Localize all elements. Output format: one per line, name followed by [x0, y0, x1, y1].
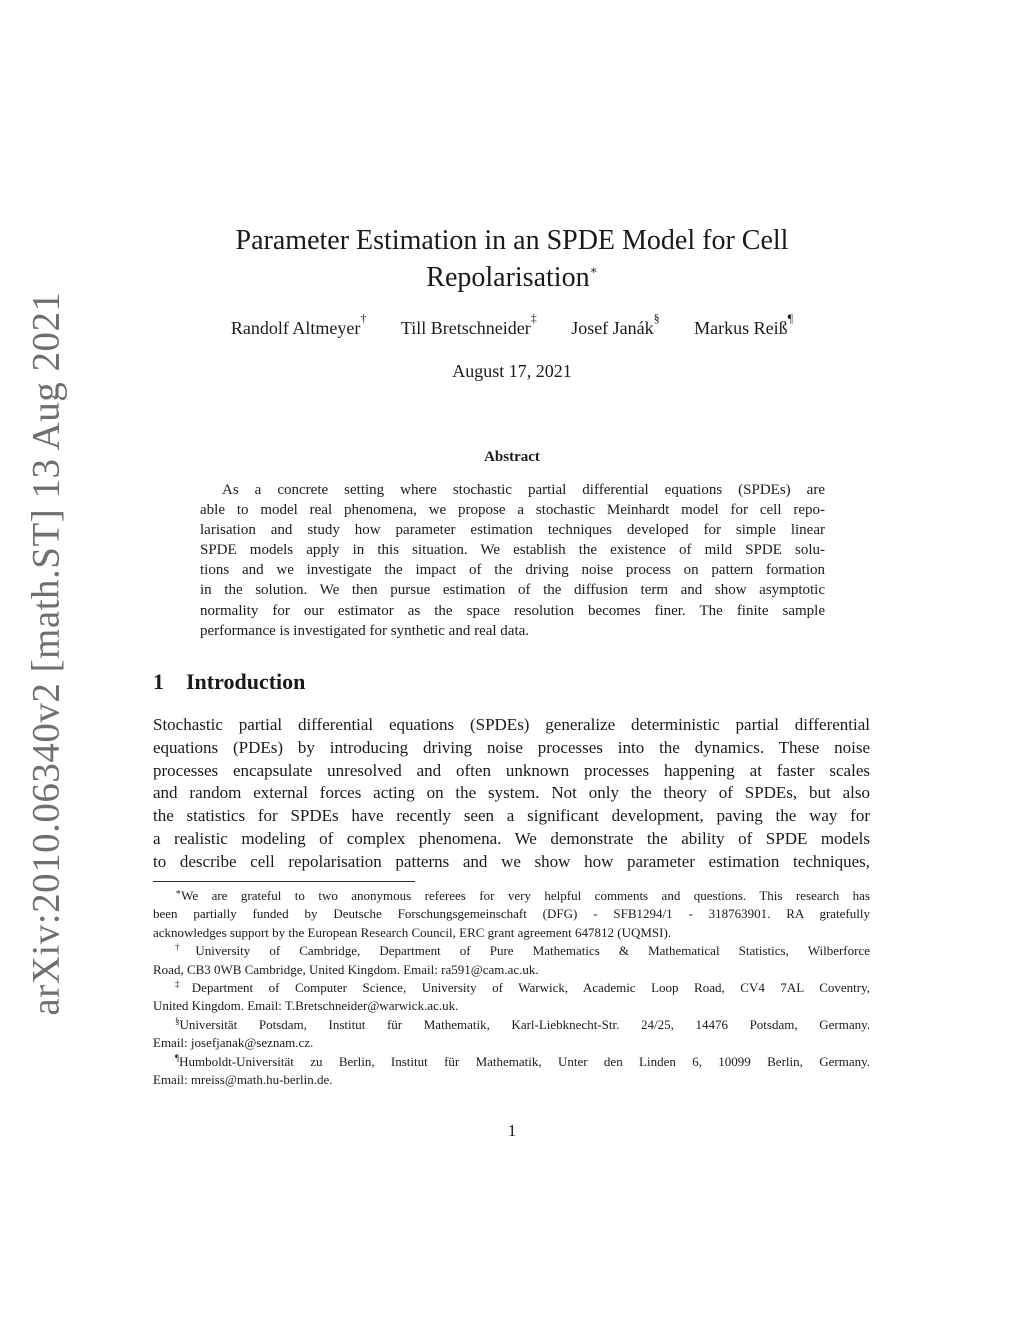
footnote-mark: ‡ [175, 979, 192, 990]
author-name: Randolf Altmeyer [230, 318, 361, 338]
paper-title [150, 222, 874, 296]
abstract-line: tions and we investigate the impact of the driving noise process on pattern formation [200, 562, 825, 579]
footnote-text: Department of Computer Science, University of Warwick, Academic Loop Road, CV4 7AL Coventry, [191, 980, 871, 996]
footnote-mark: ∗ [175, 887, 182, 897]
footnote-line [153, 1016, 870, 1034]
footnote-mark: † [175, 942, 196, 953]
abstract-line: SPDE models apply in this situation. We establish the existence of mild SPDE solu- [200, 542, 825, 559]
footnote-line: Email: josefjanak@seznam.cz. [153, 1035, 314, 1051]
abstract-line: normality for our estimator as the space resolution becomes finer. The finite sample [200, 602, 825, 619]
author-name: Till Bretschneider [400, 318, 531, 338]
author-list [150, 311, 874, 339]
author-name: Markus Reiß [694, 318, 788, 338]
footnote-affiliation-bretschneider [153, 979, 870, 1016]
footnote-line [153, 979, 870, 997]
footnote-mark: ¶ [175, 1052, 180, 1063]
author-footnote-mark: § [653, 311, 660, 325]
author-footnote-mark: ‡ [530, 311, 537, 325]
footnotes [153, 887, 870, 1089]
abstract-body [200, 480, 825, 641]
author-reiss [694, 311, 794, 338]
arxiv-identifier-margin [6, 290, 86, 1016]
author-bretschneider [400, 311, 537, 338]
section-number: 1 [153, 669, 164, 694]
footnote-text: We are grateful to two anonymous referees for very helpful comments and questions. This research has [181, 888, 870, 903]
footnote-line: Road, CB3 0WB Cambridge, United Kingdom. Email: ra591@cam.ac.uk. [153, 961, 539, 977]
title-line-2-text: Repolarisation [426, 262, 590, 293]
footnote-line [153, 887, 870, 905]
author-footnote-mark: † [360, 311, 367, 325]
footnote-affiliation-janak [153, 1016, 870, 1053]
footnote-acknowledgements [153, 887, 870, 942]
paragraph-line: and random external forces acting on the system. Not only the theory of SPDEs, but also [153, 783, 870, 803]
paragraph-line: equations (PDEs) by introducing driving noise processes into the dynamics. These noise [153, 737, 870, 757]
title-footnote-mark: ∗ [589, 263, 598, 277]
arxiv-identifier: arXiv:2010.06340v2 [math.ST] 13 Aug 2021 [24, 290, 68, 1016]
footnote-affiliation-reiss [153, 1053, 870, 1090]
footnote-mark: § [175, 1015, 180, 1026]
abstract-line: performance is investigated for synthetic and real data. [200, 622, 530, 639]
paragraph-line: processes encapsulate unresolved and often unknown processes happening at faster scales [153, 760, 870, 780]
paragraph-line: a realistic modeling of complex phenomena. We demonstrate the ability of SPDE models [153, 828, 870, 848]
paragraph-line: to describe cell repolarisation patterns and we show how parameter estimation techniques, [153, 851, 870, 871]
footnote-divider [153, 881, 415, 882]
abstract-heading: Abstract [484, 449, 540, 465]
paragraph-line: Stochastic partial differential equations (SPDEs) generalize deterministic partial differential [153, 715, 870, 734]
section-title: Introduction [186, 669, 306, 694]
abstract-line: As a concrete setting where stochastic partial differential equations (SPDEs) are [222, 482, 825, 498]
abstract-line: larisation and study how parameter estimation techniques developed for simple linear [200, 522, 825, 539]
footnote-line: been partially funded by Deutsche Forschungsgemeinschaft (DFG) - SFB1294/1 - 318763901. RA gratefully [153, 906, 870, 922]
author-footnote-mark: ¶ [787, 311, 794, 325]
abstract-line: in the solution. We then pursue estimation of the diffusion term and show asymptotic [200, 582, 825, 599]
publication-date: August 17, 2021 [452, 361, 572, 381]
section-heading-introduction [153, 669, 305, 695]
paragraph-line: the statistics for SPDEs have recently seen a significant development, paving the way for [153, 806, 870, 826]
footnote-text: Humboldt-Universität zu Berlin, Institut für Mathematik, Unter den Linden 6, 10099 Berlin, Germany. [179, 1053, 870, 1069]
introduction-paragraph [153, 714, 870, 874]
title-line-1: Parameter Estimation in an SPDE Model for Cell [235, 225, 789, 256]
footnote-line: acknowledges support by the European Research Council, ERC grant agreement 647812 (UQMSI). [153, 924, 672, 940]
abstract-line: able to model real phenomena, we propose a stochastic Meinhardt model for cell repo- [200, 502, 825, 519]
footnote-line: Email: mreiss@math.hu-berlin.de. [153, 1072, 333, 1088]
footnote-text: University of Cambridge, Department of Pure Mathematics & Mathematical Statistics, Wilberforce [195, 943, 870, 959]
author-altmeyer [230, 311, 367, 338]
footnote-line: United Kingdom. Email: T.Bretschneider@warwick.ac.uk. [153, 998, 459, 1014]
author-name: Josef Janák [571, 318, 654, 338]
footnote-line [153, 1053, 870, 1071]
footnote-text: Universität Potsdam, Institut für Mathematik, Karl-Liebknecht-Str. 24/25, 14476 Potsdam, Germany. [179, 1016, 870, 1032]
title-line-2 [150, 259, 874, 296]
author-janak [571, 311, 660, 338]
footnote-line [153, 942, 870, 960]
page-number: 1 [507, 1121, 517, 1140]
footnote-affiliation-altmeyer [153, 942, 870, 979]
